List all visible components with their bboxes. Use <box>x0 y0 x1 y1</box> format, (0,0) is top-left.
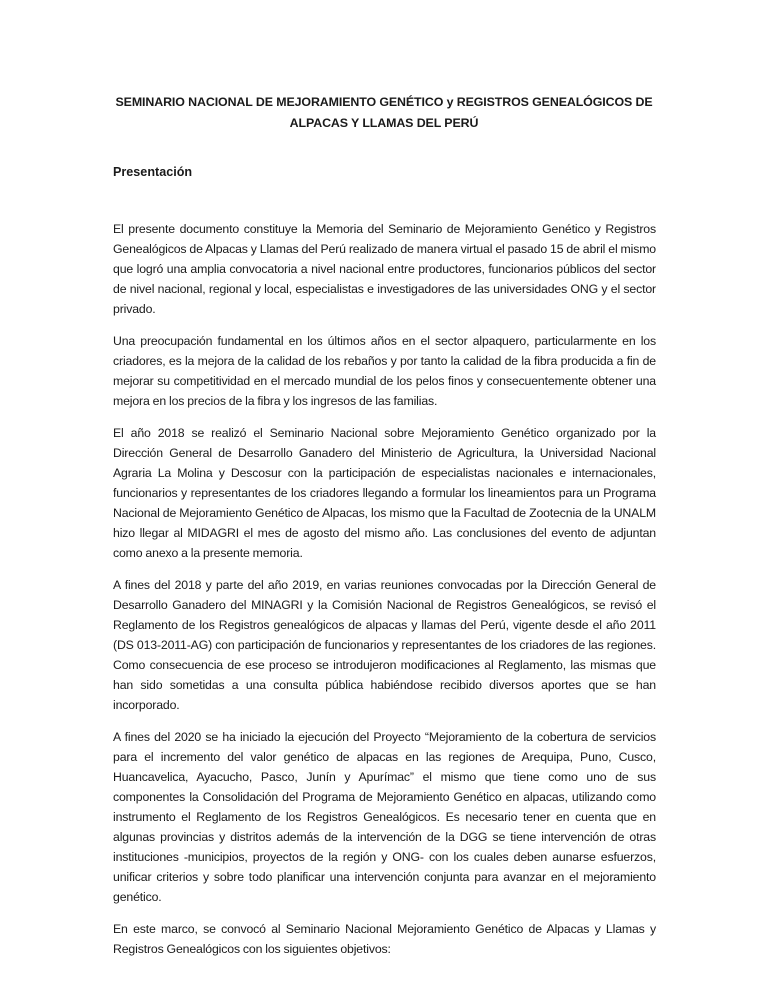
paragraph: A fines del 2020 se ha iniciado la ejecución del Proyecto “Mejoramiento de la cobertura de servicios para el incremento del valor genético de alpacas en las regiones de Arequipa, Puno, Cusco, Huancavelica, Ayacucho, Pasco, Junín y Apurímac” el mismo que tiene como uno de sus componentes la Consolidación del Programa de Mejoramiento Genético en alpacas, utilizando como instrumento el Reglamento de los Registros Genealógicos. Es necesario tener en cuenta que en algunas provincias y distritos además de la intervención de la DGG se tiene intervención de otras instituciones -municipios, proyectos de la región y ONG- con los cuales deben aunarse esfuerzos, unificar criterios y sobre todo planificar una intervención conjunta para avanzar en el mejoramiento genético. <box>113 730 656 904</box>
paragraph: El año 2018 se realizó el Seminario Nacional sobre Mejoramiento Genético organizado por la Dirección General de Desarrollo Ganadero del Ministerio de Agricultura, la Universidad Nacional Agraria La Molina y Descosur con la participación de especialistas nacionales e internacionales, funcionarios y representantes de los criadores llegando a formular los lineamientos para un Programa Nacional de Mejoramiento Genético de Alpacas, los mismo que la Facultad de Zootecnia de la UNALM hizo llegar al MIDAGRI el mes de agosto del mismo año. Las conclusiones del evento de adjuntan como anexo a la presente memoria. <box>113 426 656 560</box>
document-title <box>100 92 668 134</box>
document-body <box>113 219 656 971</box>
document-title-line-1: SEMINARIO NACIONAL DE MEJORAMIENTO GENÉTICO y REGISTROS GENEALÓGICOS DE <box>115 95 653 109</box>
paragraph: A fines del 2018 y parte del año 2019, en varias reuniones convocadas por la Dirección General de Desarrollo Ganadero del MINAGRI y la Comisión Nacional de Registros Genealógicos, se revisó el Reglamento de los Registros genealógicos de alpacas y llamas del Perú, vigente desde el año 2011 (DS 013-2011-AG) con participación de funcionarios y representantes de los criadores de las regiones. Como consecuencia de ese proceso se introdujeron modificaciones al Reglamento, las mismas que han sido sometidas a una consulta pública habiéndose recibido diversos aportes que se han incorporado. <box>113 578 656 712</box>
paragraph: En este marco, se convocó al Seminario Nacional Mejoramiento Genético de Alpacas y Llamas y Registros Genealógicos con los siguientes objetivos: <box>113 922 656 956</box>
paragraph: El presente documento constituye la Memoria del Seminario de Mejoramiento Genético y Registros Genealógicos de Alpacas y Llamas del Perú realizado de manera virtual el pasado 15 de abril el mismo que logró una amplia convocatoria a nivel nacional entre productores, funcionarios públicos del sector de nivel nacional, regional y local, especialistas e investigadores de las universidades ONG y el sector privado. <box>113 222 656 316</box>
document-title-line-2: ALPACAS Y LLAMAS DEL PERÚ <box>289 116 479 130</box>
paragraph: Una preocupación fundamental en los últimos años en el sector alpaquero, particularmente en los criadores, es la mejora de la calidad de los rebaños y por tanto la calidad de la fibra producida a fin de mejorar su competitividad en el mercado mundial de los pelos finos y consecuentemente obtener una mejora en los precios de la fibra y los ingresos de las familias. <box>113 334 656 408</box>
section-heading: Presentación <box>113 165 193 179</box>
